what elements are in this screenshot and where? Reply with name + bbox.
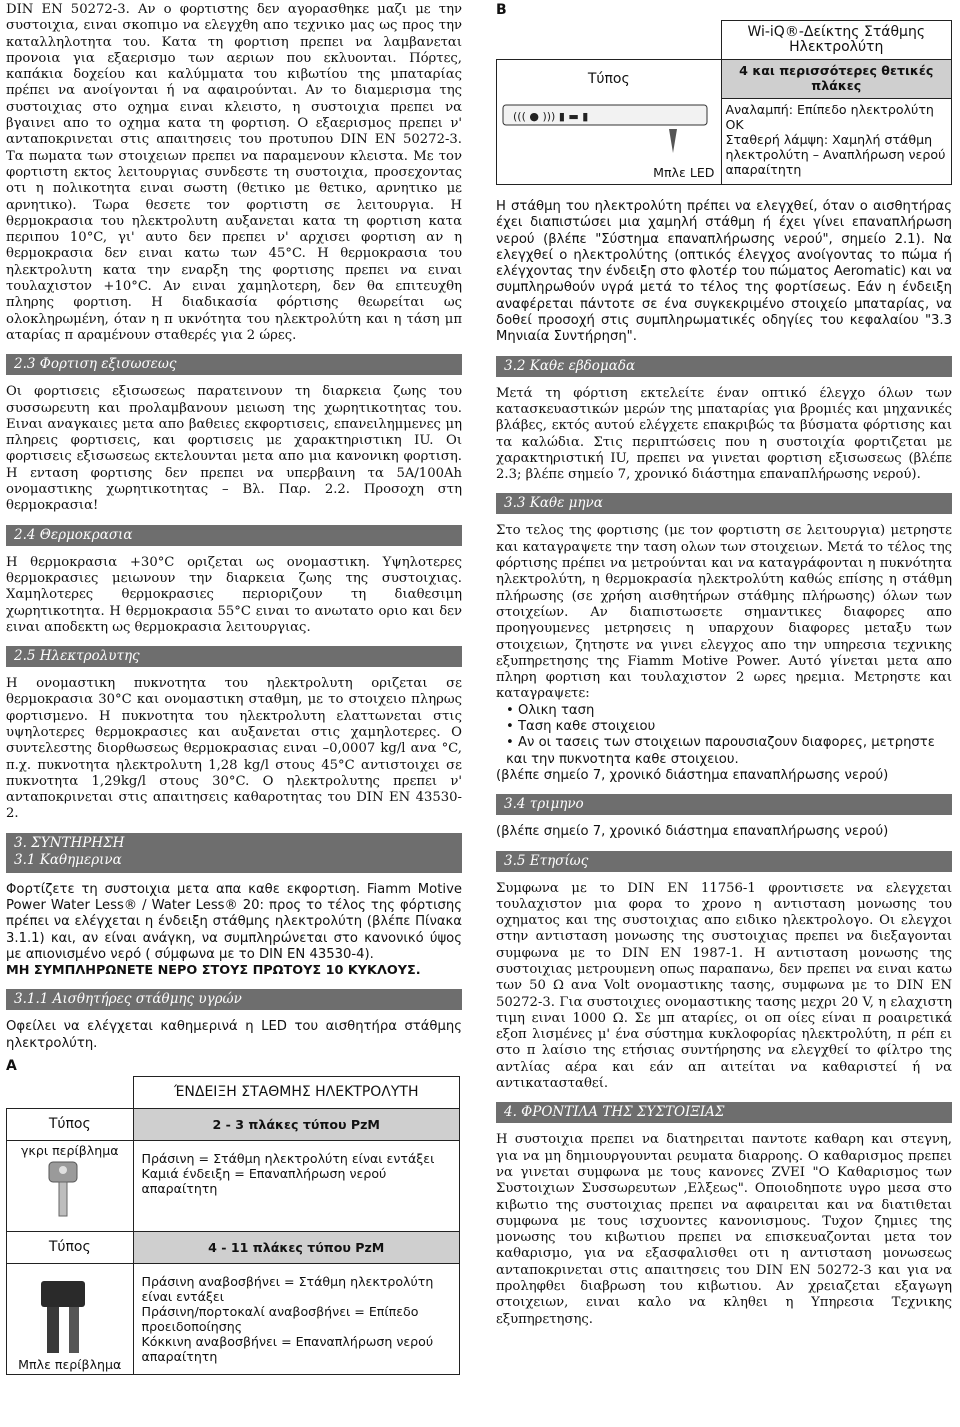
monthly-note: (βλέπε σημείο 7, χρονικό διάστημα επαναπλήρωσης νερού)	[496, 767, 889, 783]
blue-sensor-icon	[11, 1275, 115, 1357]
electrolyte-paragraph: Η ονομαστικη πυκνοτητα του ηλεκτρολυτη οριζεται σε θερμοκρασια 30°C και ονομαστικη σταθμη, με το στοιχειο πληρως φορτισμενο. Η πυκνοτητα του ηλεκτρολυτη ελαττωνεται στις υψηλοτερες θερμοκρασιες και αυξανεται στις χαμηλοτερες. Ο συντελεστης διορθωσεως θερμοκρασιας ειναι –0,0007 kg/l ανα °C, π.χ. πυκνοτητα ηλεκτρολυτη 1,28 kg/l στους 45°C αντιστοιχει σε πυκνοτητα 1,29kg/l στους 30°C. Ο ηλεκτρολυτης πρεπει ν' ανταποκρινεται στις απαιτησεις καθαροτητας του DIN EN 43530-2.	[6, 676, 462, 822]
section-heading-3-1-1: 3.1.1 Αισθητήρες στάθμης υγρών	[6, 989, 462, 1010]
monthly-list	[496, 703, 952, 768]
heading-daily: 3.1 Καθημερινα	[14, 851, 122, 868]
equalising-paragraph: Οι φορτισεις εξισωσεως παρατεινουν τη διαρκεια ζωης του συσσωρευτη και προλαμβανουν μειωση της χωρητικοτητας του. Ειναι αναγκαιες μετα απο βαθειες εκφορτισεις, επανειλημμενες μη πληρεις φορτισεις, και φορτισεις με χαρακτηριστικη IU. Οι φορτισεις εξισωσεως εκτελουνται μετα απο μια κανονικη φορτιση. Η ενταση φορτισης δεν πρεπει να υπερβαινη τα 5A/100Ah ονομαστικης χωρητικοτητας – Βλ. Παρ. 2.2. Προσοχη στη θερμοκρασια!	[6, 384, 462, 514]
blue-housing-caption: Μπλε περίβλημα	[18, 1356, 122, 1372]
table-a-row2-head: 4 - 11 πλάκες τύπου PzM	[133, 1231, 460, 1263]
section-heading-3	[6, 833, 462, 873]
daily-paragraph: Φορτίζετε τη συστοιχια μετα απα καθε εκφορτιση. Fiamm Motive Power Water Less® / Water Less® 20: προς το τέλος της φόρτισης πρέπει να ελέγχεται η ένδειξη στάθμης ηλεκτρολύτη (βλέπε Πίνακα 3.1.1) και, αν είναι ανάγκη, να συμπληρώνεται στο κανονικό ύψος με απιονισμένο νερό ( σύμφωνα με το DIN EN 43530-4).	[6, 881, 462, 962]
right-column	[496, 2, 952, 1328]
section-heading-2-3: 2.3 Φορτιση εξισωσεως	[6, 354, 462, 375]
sensor-paragraph: Οφείλει να ελέγχεται καθημερινά η LED του αισθητήρα στάθμης ηλεκτρολύτη.	[6, 1019, 462, 1051]
gray-housing-caption: γκρι περίβλημα	[20, 1142, 119, 1158]
table-a-type-label-2: Τύπος	[7, 1231, 134, 1263]
table-a-heading: ΈΝΔΕΙΞΗ ΣΤΑΘΜΗΣ ΗΛΕΚΤΡΟΛΥΤΗ	[133, 1076, 460, 1108]
list-item: • Ολικη ταση	[506, 703, 952, 719]
section-heading-2-5: 2.5 Ηλεκτρολυτης	[6, 646, 462, 667]
table-a	[6, 1076, 460, 1375]
temperature-paragraph: Η θερμοκρασια +30°C οριζεται ως ονομαστικη. Υψηλοτερες θερμοκρασιες μειωνουν την διαρκεια ζωης της συστοιχιας. Χαμηλοτερες θερμοκρασιες περιοριζουν τη διαθεσιμη χωρητικοτητα. Η θερμοκρασια 55°C ειναι το ανωτατο οριο και δεν ειναι αποδεκτη ως θερμοκρασια λειτουργιας.	[6, 554, 462, 635]
table-a-row2-image	[7, 1263, 134, 1374]
table-a-row2-text: Πράσινη αναβοσβήνει = Στάθμη ηλεκτρολύτη είναι εντάξει Πράσινη/πορτοκαλί αναβοσβήνει = Επίπεδο προειδοποίησης Κόκκινη αναβοσβήνει = Επαναπλήρωση νερού απαραίτητη	[133, 1263, 460, 1374]
weekly-paragraph: Μετά τη φόρτιση εκτελείτε έναν οπτικό έλεγχο όλων των κατασκευαστικών μερών της μπαταρίας για βρομιές και μηχανικές βλάβες, εκτός αυτού ελέγχετε επακριβώς τα βύσματα φόρτισης και τα καλώδια. Στις περιπτώσεις που η συστοιχία φορτιζεται με χαρακτηριστική IU, πρεπει να γινεται φορτιση εξισωσεως (βλέπε 2.3; βλέπε σημείο 7, χρονικό διάστημα επαναπλήρωσης νερού).	[496, 385, 952, 483]
table-b-subhead: 4 και περισσότερες θετικές πλάκες	[721, 60, 952, 99]
table-a-row1-head: 2 - 3 πλάκες τύπου PzM	[133, 1108, 460, 1140]
section-heading-3-3: 3.3 Καθε μηνα	[496, 493, 952, 514]
list-item: • Ταση καθε στοιχειου	[506, 719, 952, 735]
heading-maintenance: 3. ΣΥΝΤΗΡΗΣΗ	[14, 834, 125, 851]
section-heading-3-2: 3.2 Καθε εβδομαδα	[496, 356, 952, 377]
table-b-letter: B	[496, 2, 507, 18]
level-check-paragraph: Η στάθμη του ηλεκτρολύτη πρέπει να ελεγχθεί, όταν ο αισθητήρας έχει διαπιστώσει μια χαμηλή στάθμη ή έχει γίνει επαναπλήρωση νερού (βλέπε "Σύστημα επαναπλήρωσης νερού", σημείο 2.1). Να ελεγχθεί ο ηλεκτρολύτης (οπτικός έλεγχος ανοίγοντας το πώμα ή ελέγχοντας την ένδειξη στο φλοτέρ του πώματος Aeromatic) και να συμπληρωθούν υγρά μετά το τέλος της φορτίσεως. Εάν η ένδειξη αναφέρεται πάντοτε σε ένα συγκεκριμένο στοιχείο μπαταρίας, να δοθεί προσοχή στις συμπληρωματικές οδηγίες του κεφαλαίου "3.3 Μηνιαία Συντήρηση".	[496, 199, 952, 345]
left-column	[6, 2, 462, 1375]
section-heading-3-5: 3.5 Ετησίως	[496, 851, 952, 872]
table-a-row1-text: Πράσινη = Στάθμη ηλεκτρολύτη είναι εντάξει Καμιά ένδειξη = Επαναπλήρωση νερού απαραίτητη	[133, 1140, 460, 1231]
table-b-image-cell	[497, 60, 722, 185]
table-a-type-label-1: Τύπος	[7, 1108, 134, 1140]
gray-sensor-icon	[11, 1158, 115, 1218]
table-b-type-label: Τύπος	[587, 71, 630, 87]
list-item: • Αν οι τασεις των στοιχειων παρουσιαζουν διαφορες, μετρηστε και την πυκνοτητα καθε στοιχειου.	[506, 735, 952, 768]
table-a-letter: A	[6, 1057, 17, 1074]
quarterly-note: (βλέπε σημείο 7, χρονικό διάστημα επαναπλήρωσης νερού)	[496, 824, 889, 840]
section-heading-2-4: 2.4 Θερμοκρασια	[6, 525, 462, 546]
monthly-paragraph: Στο τελος της φορτισης (με τον φορτιστη σε λειτουργια) μετρηστε και καταγραψετε την ταση ολων των στοιχειων. Μετά το τέλος της φόρτισης πρέπει να μετρούνται και να καταγράφονται η πυκνότητα ηλεκτρολύτη, η θερμοκρασία ηλεκτρολύτη καθώς επίσης η στάθμη πλήρωσης (σε χρήση αισθητήρων στάθμης πλήρωσης) όλων των στοιχείων. Αν διαπιστωσετε σημαντικες διαφορες απο προηγουμενες μετρησεις η υπαρχουν διαφορες μεταξυ των στοιχειων, ζητηστε να γινει ελεγχος απο την υπηρεσια τεχνικης εξυπηρετησης της Fiamm Motive Power. Αυτό γίνεται μετα απο πληρη φορτιση και τουλαχιστον 2 ωρες ηρεμια. Μετρηστε και καταγραψετε:	[496, 523, 952, 702]
intro-paragraph: DIN EN 50272-3. Αν ο φορτιστης δεν αγορασθηκε μαζι με την συστοιχια, ειναι σκοπιμο να ελεγχθη απο τεχνικο μας ως προς την καταλληλοτητα του. Κατα τη φορτιση πρεπει να λαμβανεται προνοια για εξαερισμο των αεριων που εκλυονται. Πόρτες, καπάκια δοχείου και καλύμματα του κιβωτίου της μπαταρίας πρέπει να ανοίγονται ή να αφαιρούνται. Αν το διαμερισμα της συστοιχιας στο οχημα ειναι κλειστο, η συστοιχια πρεπει να βγαινει απο το οχημα κατα τη φορτιση. Ο εξαερισμος πρεπει ν' ανταποκρινεται στις απαιτησεις του προτυπου DIN EN 50272-3. Τα πωματα των στοιχειων πρεπει να παραμενουν κλειστα. Με τον φορτιστη εκτος λειτουργιας συνδεστε τη συστοιχια, προσεχοντας οτι η πολικοτητα ειναι σωστη (θετικο με θετικο, αρνητικο με αρνητικο). Τωρα θεσετε τον φορτιστη σε λειτουργια. Η θερμοκρασια του ηλεκτρολυτη αυξανεται κατα τη φορτιση κατα περιπου 10°C, γι' αυτο δεν πρεπει ν' αρχισει φορτιση αν η θερμοκρασια δεν ειναι κατω των 45°C. Η θερμοκρασια του ηλεκτρολυτη κατα την εναρξη της φορτισης πρεπει να ειναι τουλαχιστον +10°C. Αν ειναι χαμηλοτερη, δεν θα επιτευχθη πληρης φορτιση. Η διαδικασία φόρτισης θεωρείται ως ολοκληρωμένη, όταν η π υκνότητα του ηλεκτρολύτη και η τάση μπ αταρίας π αραμένουν σταθερές για 2 ώρες.	[6, 2, 462, 343]
table-b-title: Wi-iQ®-Δείκτης Στάθμης Ηλεκτρολύτη	[721, 21, 952, 60]
warning-text: ΜΗ ΣΥΜΠΛΗΡΩΝΕΤΕ ΝΕΡΟ ΣΤΟΥΣ ΠΡΩΤΟΥΣ 10 ΚΥΚΛΟΥΣ.	[6, 963, 421, 979]
care-paragraph: Η συστοιχια πρεπει να διατηρειται παντοτε καθαρη και στεγνη, για να μη δημιουργουνται ρευματα διαρροης. Ο καθαρισμος πρεπει να γινεται συμφωνα με τους κανονες ZVEI "Ο Καθαρισμος των Συστοιχιων Συσσωρευτων ‚Ελξεως". Οποιοδηποτε υγρο μεσα στο κιβωτιο της συστοιχιας πρεπει να αφαιρειται και να διατιθεται συμφωνα με τους ισχυοντες κανονισμους. Τυχον ζημιες της μονωσης του κιβωτιου πρεπει να επισκευαζονται μετα τον καθαρισμο, για να εξασφαλισθει οτι η αντισταση μονωσεως ανταποκρινεται στις απαιτησεις του DIN EN 50272-3 και για να προληφθει διαβρωση του κιβωτιου. Αν χρειαζεται εξαγωγη στοιχειων, ειναι καλο να κληθει η Υπηρεσια Τεχνικης εξυπηρετησης.	[496, 1132, 952, 1327]
section-heading-4: 4. ΦΡΟΝΤΙΛΑ ΤΗΣ ΣΥΣΤΟΙΞΙΑΣ	[496, 1102, 952, 1123]
svg-text:((( ● ))) ▮ ▬ ▮: ((( ● ))) ▮ ▬ ▮	[513, 110, 589, 123]
yearly-paragraph: Συμφωνα με το DIN EN 11756-1 φροντισετε να ελεγχεται τουλαχιστον μια φορα το χρονο η αντισταση μονωσης του οχηματος και της συστοιχιας απο ειδικο ηλεκτρολογο. Οι ελεγχοι στην αντισταση μονωσης της συστοιχιας πρεπει να διεξαγονται συμφωνα με το DIN EN 1987-1. Η αντισταση μονωσης της συστοιχιας μετρουμενη οπως παραπανω, δεν πρεπει να ειναι κατω των 50 Ω ανα Volt ονομαστικης τασης, συμφωνα με το DIN EN 50272-3. Για συστοιχιες ονομαστικης τασης μεχρι 20 V, η ελαχιστη τιμη ειναι 1000 Ω. Σε μπ αταρίες, οι οπ οίες είναι π ροαιρετικά εξοπ λισμένες μ' ένα σύστημα κυκλοφορίας ηλεκτρολύτη, π ρέπ ει στο π λαίσιο της ετήσιας συντήρησης να ελεγχθεί το φίλτρο της αντλίας αέρα και εάν απ αιτείται να καθαριστεί ή να αντικατασταθεί.	[496, 880, 952, 1092]
blue-led-caption: Μπλε LED	[653, 165, 715, 180]
table-a-row1-image	[7, 1140, 134, 1231]
table-b	[496, 20, 952, 185]
table-b-text: Αναλαμπή: Επίπεδο ηλεκτρολύτη OK Σταθερή λάμψη: Χαμηλή στάθμη ηλεκτρολύτη – Αναπλήρωση νερού απαραίτητη	[721, 98, 952, 184]
section-heading-3-4: 3.4 τριμηνο	[496, 794, 952, 815]
wiiq-device-icon	[497, 91, 713, 161]
